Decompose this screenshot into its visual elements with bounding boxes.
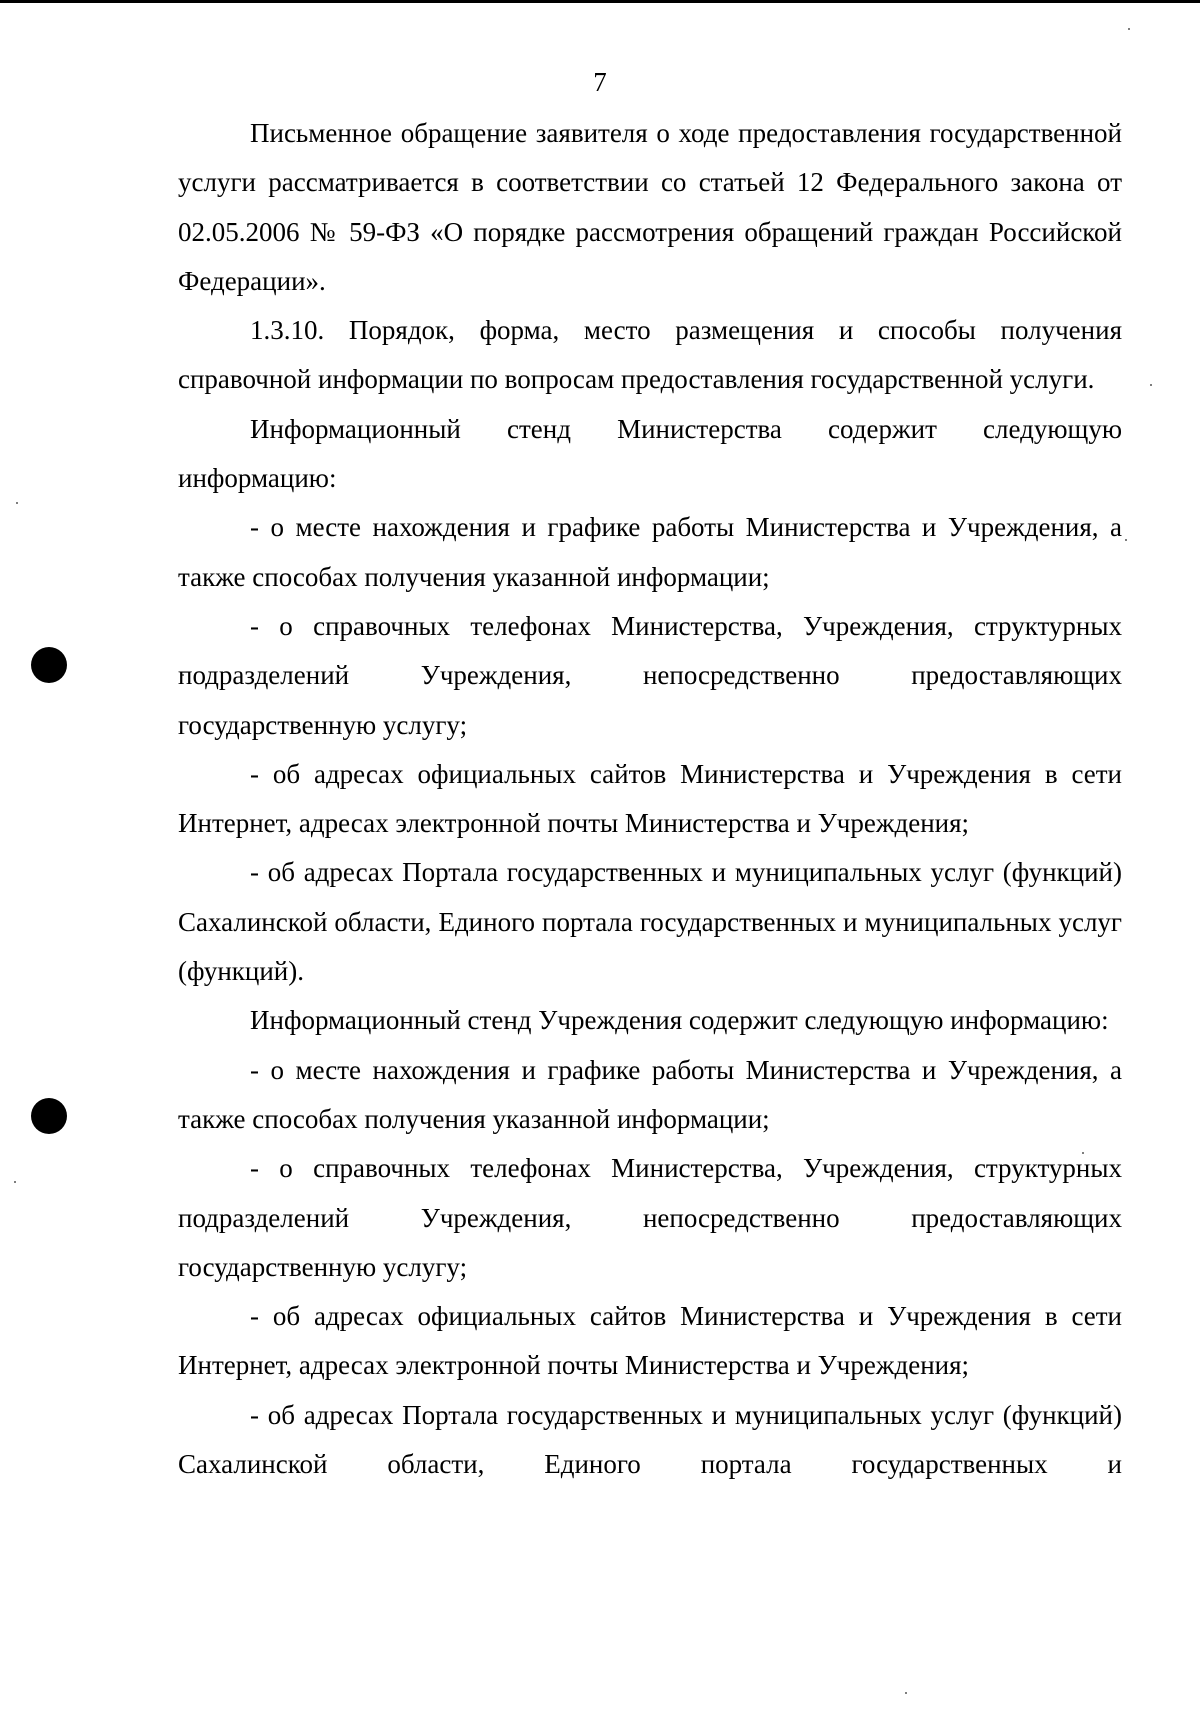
- scan-top-edge: [0, 0, 1200, 3]
- paragraph-institution-stand-intro: Информационный стенд Учреждения содержит следующую информацию:: [250, 1005, 1109, 1036]
- list-item-portal-addresses: - об адресах Портала государственных и муниципальных услуг (функций) Сахалинской области, Единого портала государственных и: [178, 1399, 1122, 1480]
- list-item-location-schedule: - о месте нахождения и графике работы Министерства и Учреждения, а также способах получения указанной информации;: [178, 1054, 1122, 1134]
- scan-speck: [1125, 539, 1127, 541]
- document-body: [178, 109, 1122, 1489]
- scan-speck: [16, 502, 18, 504]
- punch-hole-bottom: [31, 1098, 67, 1134]
- paragraph-section-1-3-10: 1.3.10. Порядок, форма, место размещения и способы получения справочной информации по вопросам предоставления государственной услуги.: [178, 315, 1122, 395]
- list-item-website-addresses: - об адресах официальных сайтов Министерства и Учреждения в сети Интернет, адресах электронной почты Министерства и Учреждения;: [178, 1301, 1122, 1381]
- list-item-portal-addresses: - об адресах Портала государственных и муниципальных услуг (функций) Сахалинской области, Единого портала государственных и муниципальных услуг (функций).: [178, 857, 1122, 987]
- paragraph-written-appeal: Письменное обращение заявителя о ходе предоставления государственной услуги рассматривается в соответствии со статьей 12 Федерального закона от 02.05.2006 № 59-ФЗ «О порядке рассмотрения обращений граждан Российской Федерации».: [178, 118, 1122, 296]
- page-number: 7: [593, 67, 607, 97]
- list-item-website-addresses: - об адресах официальных сайтов Министерства и Учреждения в сети Интернет, адресах электронной почты Министерства и Учреждения;: [178, 758, 1122, 839]
- list-item-reference-phones: - о справочных телефонах Министерства, Учреждения, структурных подразделений Учреждения, непосредственно предоставляющих государственную услугу;: [178, 610, 1122, 740]
- paragraph-ministry-stand-intro: Информационный стенд Министерства содержит следующую информацию:: [178, 413, 1122, 494]
- scan-speck: [905, 1692, 907, 1694]
- scan-speck: [14, 1181, 16, 1183]
- list-item-reference-phones: - о справочных телефонах Министерства, Учреждения, структурных подразделений Учреждения, непосредственно предоставляющих государственную услугу;: [178, 1153, 1122, 1282]
- scan-speck: [1128, 28, 1130, 30]
- scan-speck: [1150, 384, 1152, 386]
- punch-hole-top: [31, 647, 67, 683]
- list-item-location-schedule: - о месте нахождения и графике работы Министерства и Учреждения, а также способах получения указанной информации;: [178, 512, 1122, 592]
